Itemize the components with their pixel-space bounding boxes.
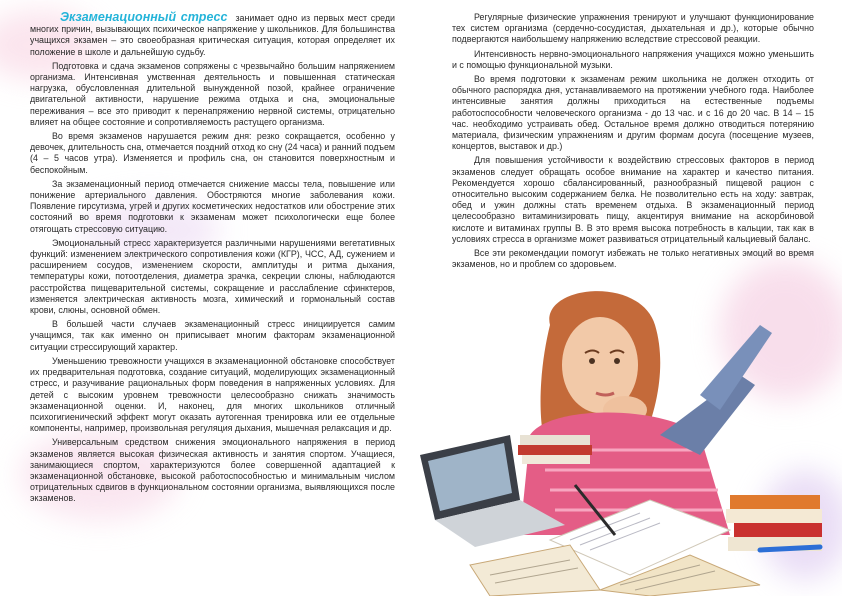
paragraph: Регулярные физические упражнения тренируют и улучшают функционирование тех систем организма (сердечно-сосудистая, дыхательная и др.), которые обычно подвергаются наибольшему напряжению вследствие стрессовой реакции. [452,12,814,45]
paragraph: За экзаменационный период отмечается снижение массы тела, повышение или понижение артериального давления. Обостряются многие заболевания кожи. Появление гирсутизма, угрей и других косметических недостатков или обострение этих состояний во время подготовки к экзаменам может психологически еще более отягощать стрессовую ситуацию. [30,178,395,234]
book-stack-right-icon [726,495,822,551]
paragraph: Для повышения устойчивости к воздействию стрессовых факторов в период экзаменов следует обращать особое внимание на характер и качество питания. Рекомендуется хорошо сбалансированный, разнообразный пищевой рацион с относительно высоким содержанием белка. Не позволительно есть на ходу: завтрак, обед и ужин должны стать временем отдыха. В экзаменационный период целесообразно витаминизировать пищу, акцентируя внимание на аскорбиновой кислоте и витаминах группы В. В это время высока потребность в кальции, так как в условиях стресса в организме может развиваться отрицательный кальциевый баланс. [452,155,814,244]
paragraph: Во время подготовки к экзаменам режим школьника не должен отходить от обычного распорядка дня, устанавливаемого на протяжении учебного года. Наиболее интенсивные занятия должны приходиться на естественные подъемы работоспособности человеческого организма - до 13 час. и с 16 до 20 час. В 14 – 15 час. необходимо устраивать обед. Остальное время должно отводиться потерянию материала, физическим упражнениям и другим формам досуга (посещение музеев, концертов, выставок и др.) [452,74,814,152]
intro-text: занимает одно из первых мест среди многих причин, вызывающих психическое напряжение у школьников. Для большинства учащихся экзамен – это своеобразная критическая ситуация, которая определяет их положение в школе и дальнейшую судьбу. [30,13,396,57]
article-title: Экзаменационный стресс [60,10,228,24]
left-text-column [30,12,395,508]
book-stack-left-icon [518,435,592,464]
right-text-column [452,12,814,273]
paragraph: В большей части случаев экзаменационный стресс инициируется самим учащимся, так как именно он приписывает многим факторам экзаменационной ситуации стрессирующий характер. [30,319,395,352]
blue-pen-icon [760,547,820,550]
paragraph: Универсальным средством снижения эмоционального напряжения в период экзаменов является высокая физическая активность и занятия спортом. Учащиеся, занимающиеся спортом, характеризуются более совершенной адаптацией к экзаменационной обстановке, высокой работоспособностью и минимальным числом отрицательных сдвигов в функциональном состоянии организма, выявляющихся после экзаменов. [30,437,395,504]
paragraph: Уменьшению тревожности учащихся в экзаменационной обстановке способствует их предварительная подготовка, создание ситуаций, моделирующих экзаменационный стресс, и разучивание рациональных форм поведения в напряженных условиях. Для детей с высоким уровнем тревожности целесообразно снижать значимость экзаменационной оценки. И, наконец, для многих школьников отличный психогигиенический эффект могут оказать аутогенная тренировка или ее отдельные компоненты, например, произвольная регуляция дыхания, мышечная релаксация и др. [30,355,395,434]
student-with-books-illustration [400,285,842,596]
paragraph: Все эти рекомендации помогут избежать не только негативных эмоций во время экзаменов, но и проблем со здоровьем. [452,248,814,270]
paragraph: Во время экзаменов нарушается режим дня: резко сокращается, особенно у девочек, длительность сна, отмечается поздний отход ко сну (24 часа) и ранний подъем (4 – 5 часов утра). Изменяется и профиль сна, он становится поверхностным и беспокойным. [30,131,395,175]
intro-paragraph [30,12,395,58]
paragraph: Эмоциональный стресс характеризуется различными нарушениями вегетативных функций: изменением электрического сопротивления кожи (КГР), ЧСС, АД, сужением и расширением сосудов, изменением скорости, амплитуды и ритма дыхания, температуры кожи, потоотделения, диаметра зрачка, секреции слюны, наблюдаются расстройства пищеварительной системы, сокращение и расслабление сфинктеров, изменяется электрическая активность мозга, химический и гормональный состав крови, слюны, основной обмен. [30,237,395,316]
paragraph: Интенсивность нервно-эмоционального напряжения учащихся можно уменьшить и с помощью функциональной музыки. [452,48,814,70]
paragraph: Подготовка и сдача экзаменов сопряжены с чрезвычайно большим напряжением организма. Интенсивная умственная деятельность и повышенная статическая нагрузка, обусловленная длительной вынужденной позой, крайнее ограничение двигательной активности, нарушение режима отдыха и сна, эмоциональные переживания – все это приводит к перенапряжению нервной системы, отрицательно влияет на общее состояние и сопротивляемость растущего организма. [30,60,395,127]
